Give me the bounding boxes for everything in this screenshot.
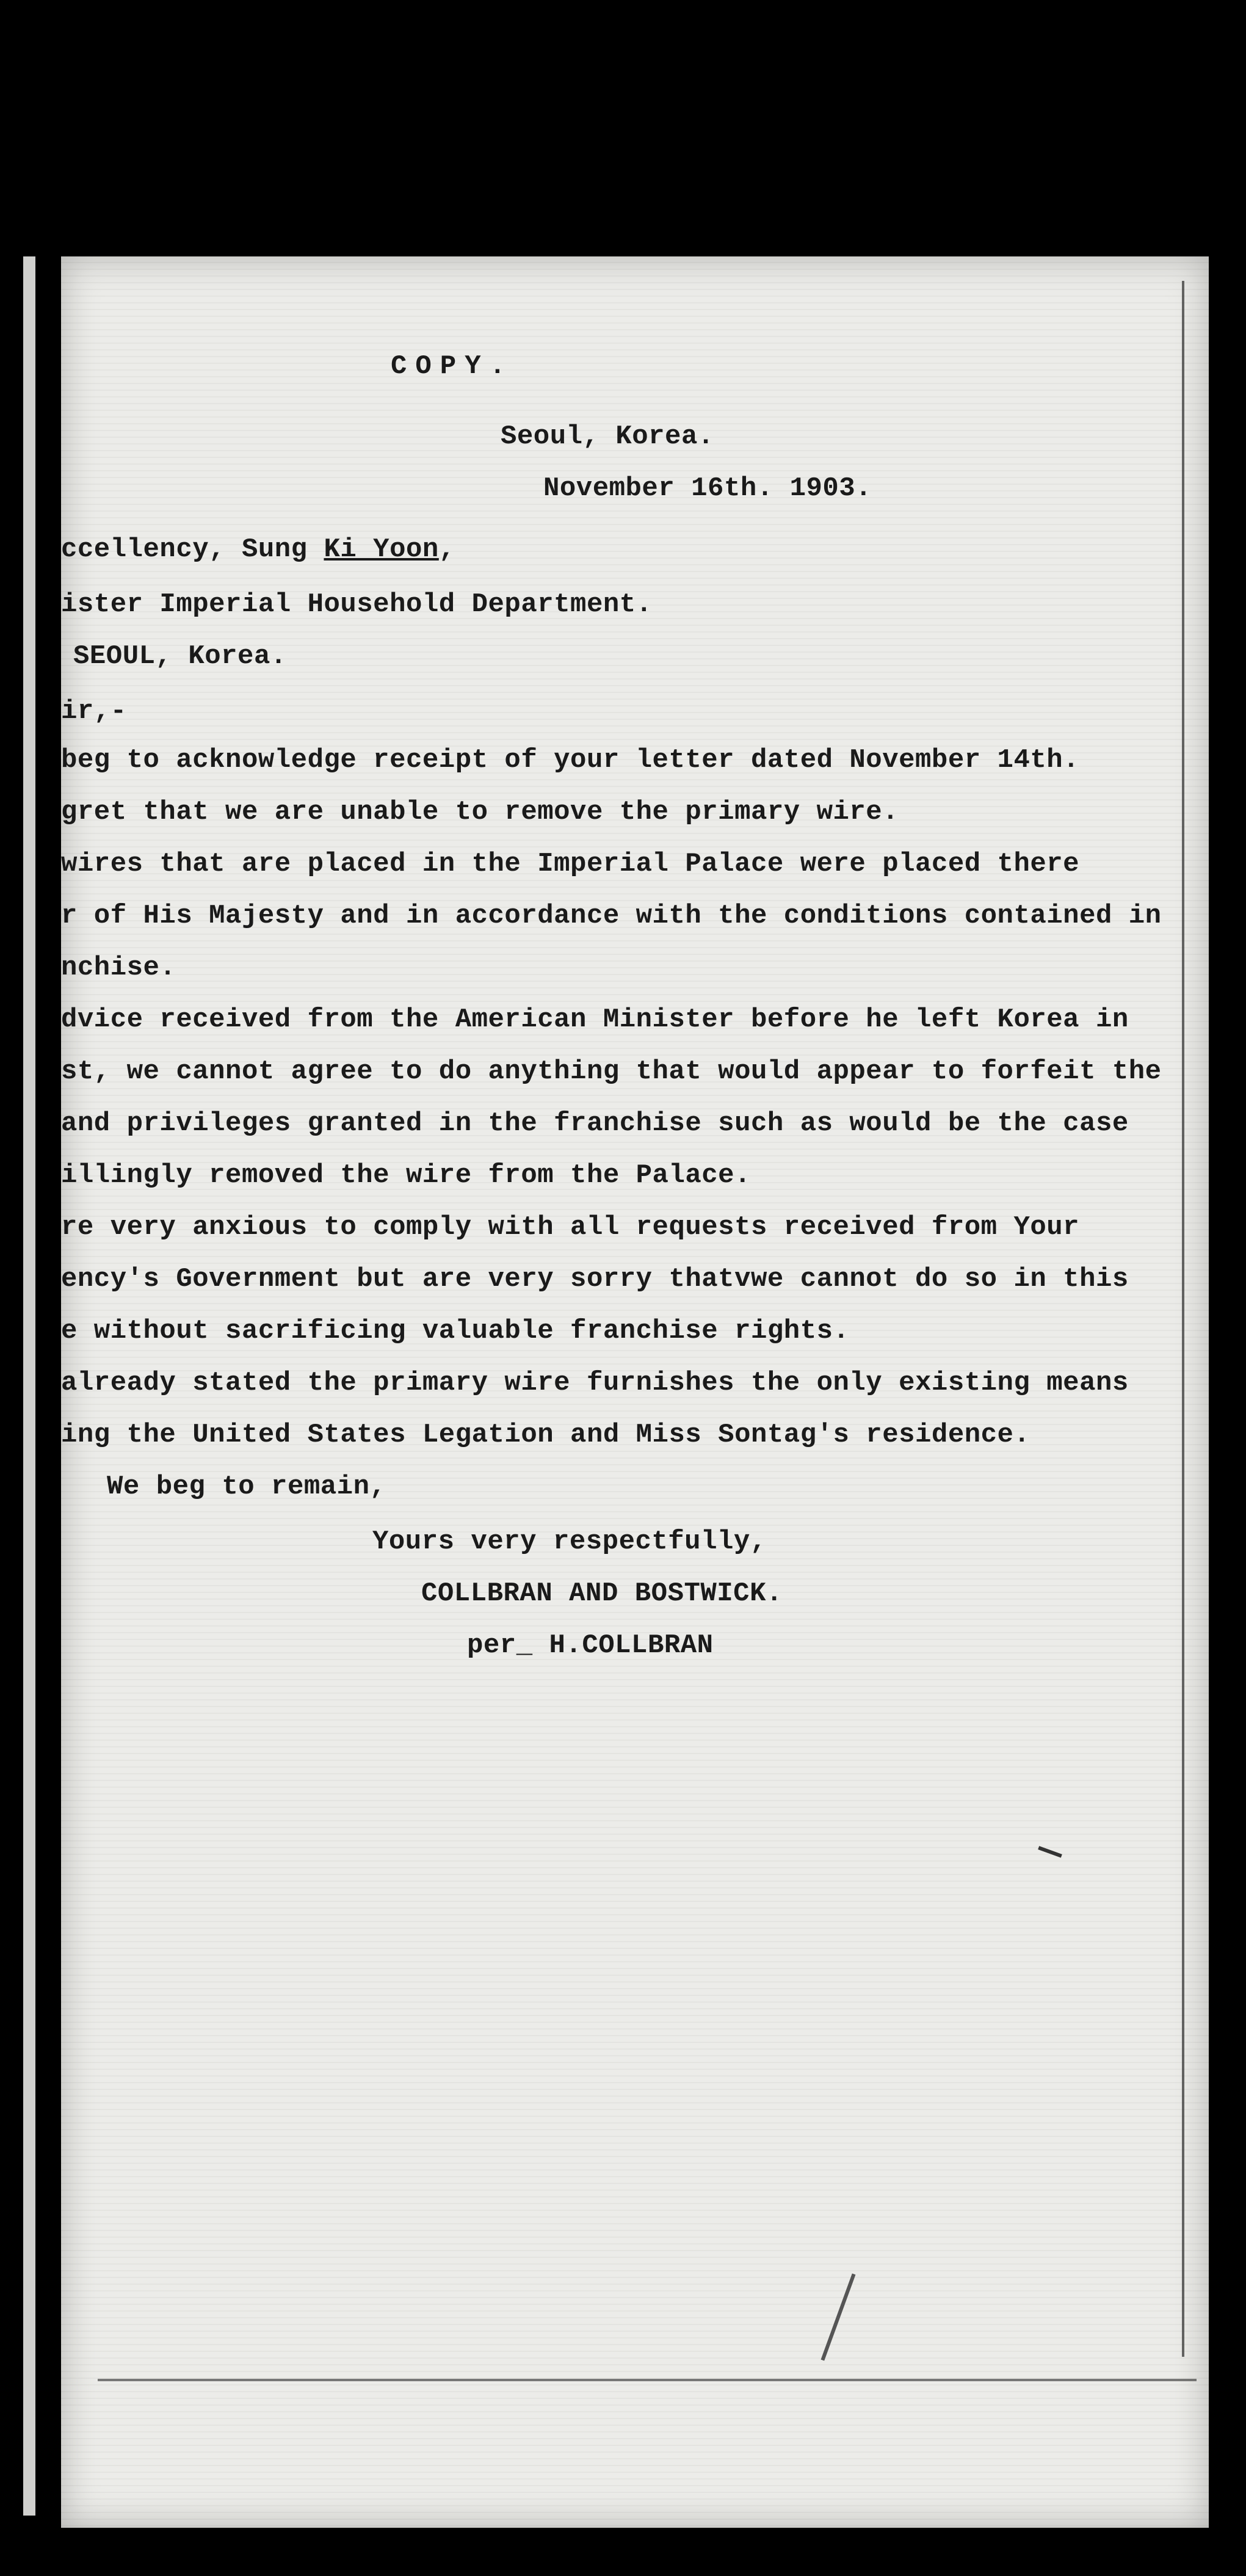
copy-heading: COPY. [391,351,515,382]
date-line: November 16th. 1903. [543,473,872,504]
film-edge-strip [23,256,35,2516]
addressee-line-3: SEOUL, Korea. [73,641,287,672]
signer-line: per_ H.COLLBRAN [467,1630,714,1661]
body-line-4: r of His Majesty and in accordance with the conditions contained in [61,901,1162,931]
body-line-2: gret that we are unable to remove the primary wire. [61,797,899,827]
body-line-13: already stated the primary wire furnishes the only existing means [61,1368,1129,1398]
addressee-comma: , [438,534,455,565]
body-line-7: st, we cannot agree to do anything that would appear to forfeit the [61,1056,1162,1087]
body-line-5: nchise. [61,952,176,983]
addressee-line-2: ister Imperial Household Department. [61,589,653,620]
body-line-11: ency's Government but are very sorry thatvwe cannot do so in this [61,1264,1129,1294]
body-line-3: wires that are placed in the Imperial Palace were placed there [61,849,1080,879]
complimentary-close: Yours very respectfully, [372,1526,767,1557]
addressee-name: Ki Yoon [324,534,439,565]
body-line-9: illingly removed the wire from the Palace. [61,1160,751,1191]
body-line-12: e without sacrificing valuable franchise rights. [61,1316,850,1346]
sheet-bottom-border [98,2379,1197,2381]
sheet-right-border [1182,281,1184,2357]
body-line-10: re very anxious to comply with all requests received from Your [61,1212,1080,1243]
scratch-mark [821,2273,856,2360]
body-line-1: beg to acknowledge receipt of your letter dated November 14th. [61,745,1080,775]
letter-sheet [61,256,1209,2528]
closing-line: We beg to remain, [107,1471,386,1502]
body-line-14: ing the United States Legation and Miss Sontag's residence. [61,1420,1030,1450]
body-line-8: and privileges granted in the franchise such as would be the case [61,1108,1129,1139]
place-line: Seoul, Korea. [501,421,714,452]
firm-name: COLLBRAN AND BOSTWICK. [421,1578,783,1609]
addressee-line-1 [61,534,455,565]
addressee-prefix: ccellency, Sung [61,534,324,565]
ink-mark [1038,1846,1062,1857]
body-line-6: dvice received from the American Minister before he left Korea in [61,1004,1129,1035]
salutation: ir,- [61,696,127,727]
